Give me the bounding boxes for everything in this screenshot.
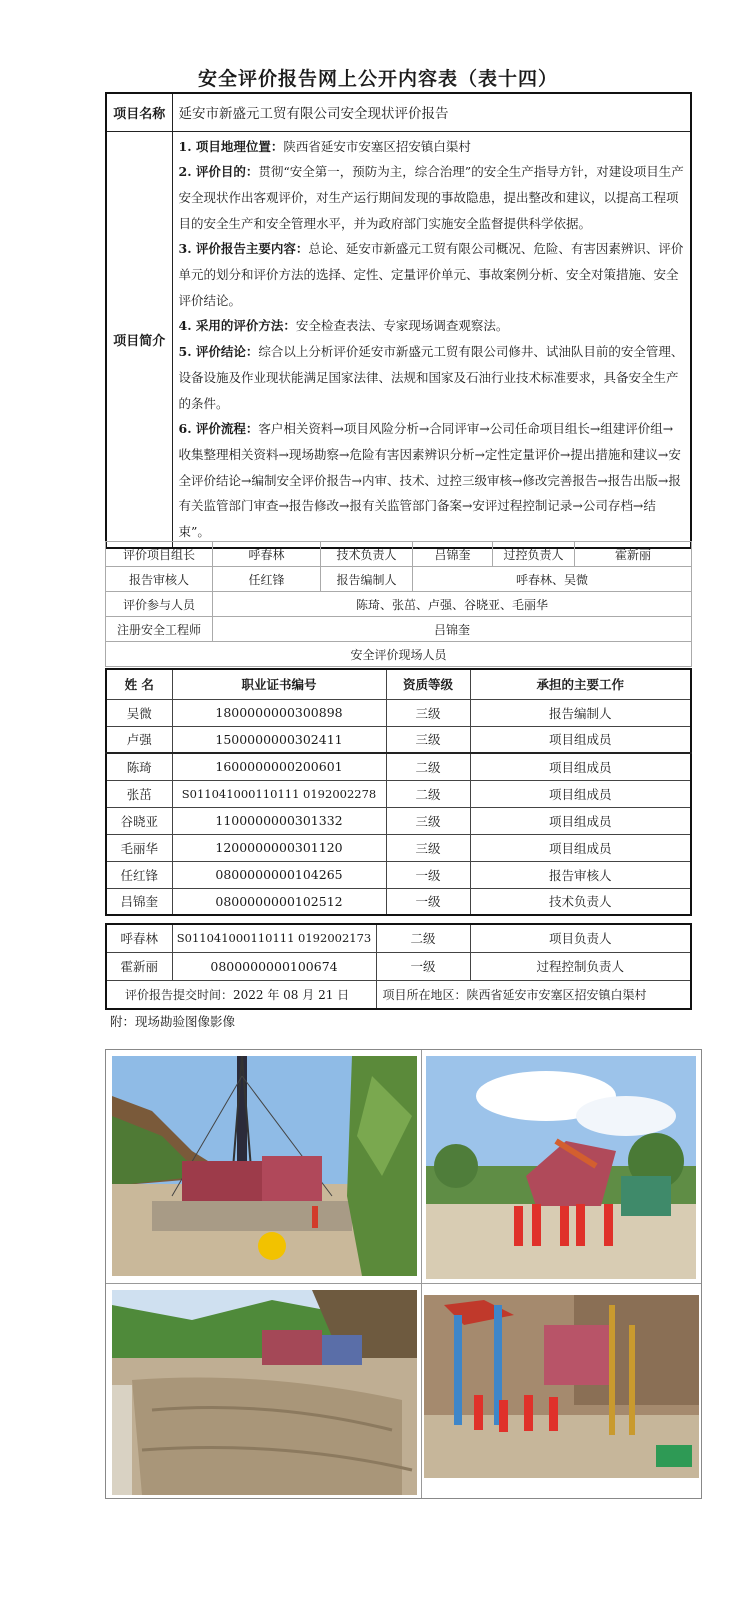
staff-cert: 1200000000301120 xyxy=(172,834,386,861)
staff-name: 呼春林 xyxy=(106,924,172,952)
staff-work: 项目负责人 xyxy=(470,924,691,952)
reviewer-label: 报告审核人 xyxy=(106,567,213,592)
process-value: 霍新丽 xyxy=(575,542,692,567)
header-name: 姓 名 xyxy=(106,669,172,699)
members-label: 评价参与人员 xyxy=(106,592,213,617)
staff-level: 三级 xyxy=(386,834,470,861)
writer-label: 报告编制人 xyxy=(321,567,413,592)
staff-level: 二级 xyxy=(376,924,470,952)
table-row xyxy=(106,807,691,834)
staff-name: 谷晓亚 xyxy=(106,807,172,834)
table-row xyxy=(106,726,691,753)
team-table xyxy=(105,541,692,667)
table-row xyxy=(106,888,691,915)
staff-level: 三级 xyxy=(386,807,470,834)
staff-level: 二级 xyxy=(386,780,470,807)
table-row xyxy=(106,924,691,952)
responsible-table xyxy=(105,923,692,1010)
table-row xyxy=(106,753,691,780)
staff-name: 毛丽华 xyxy=(106,834,172,861)
project-name-value: 延安市新盛元工贸有限公司安全现状评价报告 xyxy=(172,93,691,131)
header-cert: 职业证书编号 xyxy=(172,669,386,699)
staff-cert: 0800000000102512 xyxy=(172,888,386,915)
writer-value: 呼春林、吴微 xyxy=(413,567,692,592)
leader-value: 呼春林 xyxy=(213,542,321,567)
project-intro xyxy=(172,131,691,548)
leader-label: 评价项目组长 xyxy=(106,542,213,567)
attachment-note: 附：现场勘验图像影像 xyxy=(110,1014,236,1029)
staff-name: 卢强 xyxy=(106,726,172,753)
staff-name: 吴微 xyxy=(106,699,172,726)
staff-cert: 0800000000100674 xyxy=(172,952,376,980)
staff-cert: S011041000110111 0192002173 xyxy=(172,924,376,952)
intro-item-content: 3. 评价报告主要内容：总论、延安市新盛元工贸有限公司概况、危险、有害因素辨识、评价单元的划分和评价方法的选择、定性、定量评价单元、事故案例分析、安全对策措施、安全评价结论。 xyxy=(178,241,684,308)
staff-table xyxy=(105,668,692,916)
staff-cert: 1800000000300898 xyxy=(172,699,386,726)
intro-item-process: 6. 评价流程：客户相关资料→项目风险分析→合同评审→公司任命项目组长→组建评价组→收集整理相关资料→现场勘察→危险有害因素辨识分析→定性定量评价→提出措施和建议→安全评价结论→编制安全评价报告→内审、技术、过控三级审核→修改完善报告→报告出版→报有关监管部门审查→报告修改→报有关监管部门备案→安评过程控制记录→公司存档→结束”。 xyxy=(178,421,681,540)
table-row xyxy=(106,780,691,807)
onsite-label: 安全评价现场人员 xyxy=(106,642,692,667)
reviewer-value: 任红锋 xyxy=(213,567,321,592)
staff-level: 二级 xyxy=(386,753,470,780)
project-location: 项目所在地区：陕西省延安市安塞区招安镇白渠村 xyxy=(376,980,691,1009)
staff-work: 报告编制人 xyxy=(470,699,691,726)
process-label: 过控负责人 xyxy=(493,542,575,567)
staff-cert: 0800000000104265 xyxy=(172,861,386,888)
staff-level: 一级 xyxy=(376,952,470,980)
intro-item-location: 1. 项目地理位置：陕西省延安市安塞区招安镇白渠村 xyxy=(178,138,471,154)
registered-label: 注册安全工程师 xyxy=(106,617,213,642)
site-photo-grid xyxy=(105,1049,702,1499)
staff-work: 报告审核人 xyxy=(470,861,691,888)
staff-level: 三级 xyxy=(386,699,470,726)
header-work: 承担的主要工作 xyxy=(470,669,691,699)
registered-value: 吕锦奎 xyxy=(213,617,692,642)
project-intro-label: 项目简介 xyxy=(106,131,172,548)
header-level: 资质等级 xyxy=(386,669,470,699)
staff-work: 项目组成员 xyxy=(470,753,691,780)
site-photo-2 xyxy=(426,1056,696,1279)
staff-cert: 1500000000302411 xyxy=(172,726,386,753)
submit-time: 评价报告提交时间：2022 年 08 月 21 日 xyxy=(106,980,376,1009)
staff-cert: 1600000000200601 xyxy=(172,753,386,780)
table-row xyxy=(106,834,691,861)
table-row xyxy=(106,699,691,726)
members-value: 陈琦、张茁、卢强、谷晓亚、毛丽华 xyxy=(213,592,692,617)
staff-level: 一级 xyxy=(386,861,470,888)
document-title: 安全评价报告网上公开内容表（表十四） xyxy=(197,68,558,90)
staff-work: 项目组成员 xyxy=(470,834,691,861)
intro-item-method: 4. 采用的评价方法：安全检查表法、专家现场调查观察法。 xyxy=(178,318,509,334)
staff-cert: 1100000000301332 xyxy=(172,807,386,834)
site-photo-4 xyxy=(424,1295,699,1478)
staff-work: 项目组成员 xyxy=(470,726,691,753)
project-info-table xyxy=(105,92,692,549)
project-name-label: 项目名称 xyxy=(106,93,172,131)
staff-level: 一级 xyxy=(386,888,470,915)
intro-item-purpose: 2. 评价目的：贯彻“安全第一，预防为主，综合治理”的安全生产指导方针，对建设项目生产安全现状作出客观评价，对生产运行期间发现的事故隐患，提出整改和建议，以提高工程项目的安全生产和安全管理水平，并为政府部门实施安全监督提供科学依据。 xyxy=(178,164,684,231)
staff-work: 技术负责人 xyxy=(470,888,691,915)
site-photo-3 xyxy=(112,1290,417,1495)
staff-work: 过程控制负责人 xyxy=(470,952,691,980)
staff-cert: S011041000110111 0192002278 xyxy=(172,780,386,807)
staff-work: 项目组成员 xyxy=(470,807,691,834)
staff-name: 张茁 xyxy=(106,780,172,807)
staff-work: 项目组成员 xyxy=(470,780,691,807)
staff-name: 陈琦 xyxy=(106,753,172,780)
table-row xyxy=(106,861,691,888)
staff-name: 任红锋 xyxy=(106,861,172,888)
intro-item-conclusion: 5. 评价结论：综合以上分析评价延安市新盛元工贸有限公司修井、试油队目前的安全管理、设备设施及作业现状能满足国家法律、法规和国家及石油行业技术标准要求，具备安全生产的条件。 xyxy=(178,344,684,411)
staff-name: 霍新丽 xyxy=(106,952,172,980)
tech-label: 技术负责人 xyxy=(321,542,413,567)
staff-name: 吕锦奎 xyxy=(106,888,172,915)
site-photo-1 xyxy=(112,1056,417,1276)
staff-level: 三级 xyxy=(386,726,470,753)
tech-value: 吕锦奎 xyxy=(413,542,493,567)
table-row xyxy=(106,952,691,980)
